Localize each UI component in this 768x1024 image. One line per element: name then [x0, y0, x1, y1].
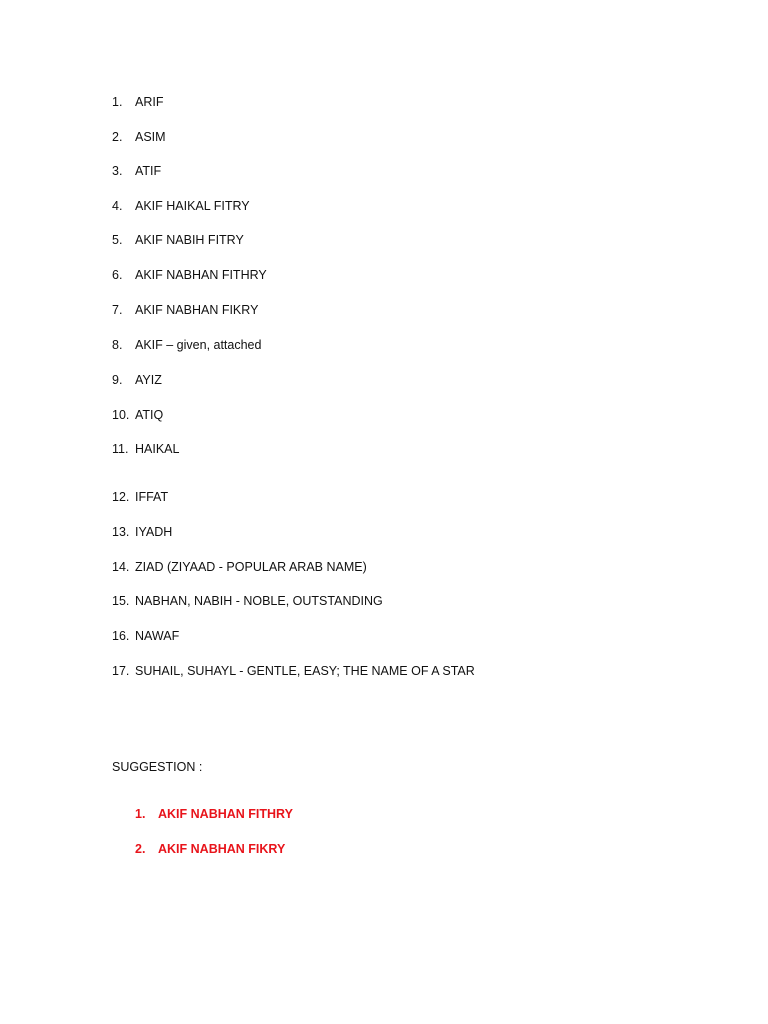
suggestion-item-number: 2.	[135, 842, 146, 856]
list-item	[112, 232, 244, 248]
list-item-number: 16.	[112, 629, 130, 643]
list-item-number: 9.	[112, 373, 123, 387]
list-item	[112, 337, 261, 353]
list-item	[112, 628, 179, 644]
suggestion-item	[135, 806, 293, 822]
suggestion-item	[135, 841, 285, 857]
list-item	[112, 129, 166, 145]
list-item-number: 2.	[112, 130, 123, 144]
list-item-number: 12.	[112, 490, 130, 504]
list-item-text: AKIF NABIH FITRY	[135, 233, 244, 247]
list-item-text: NABHAN, NABIH - NOBLE, OUTSTANDING	[135, 594, 383, 608]
list-item-number: 7.	[112, 303, 123, 317]
list-item-number: 8.	[112, 338, 123, 352]
suggestion-heading: SUGGESTION :	[112, 760, 203, 774]
list-item-text: NAWAF	[135, 629, 180, 643]
list-item-number: 14.	[112, 560, 130, 574]
list-item-text: IFFAT	[135, 490, 169, 504]
list-item-number: 1.	[112, 95, 123, 109]
list-item-number: 11.	[112, 442, 129, 456]
list-item	[112, 559, 367, 575]
list-item-text: SUHAIL, SUHAYL - GENTLE, EASY; THE NAME OF A STAR	[135, 664, 475, 678]
list-item	[112, 302, 258, 318]
list-item-text: AKIF HAIKAL FITRY	[135, 199, 250, 213]
list-item-text: AKIF NABHAN FIKRY	[135, 303, 259, 317]
list-item	[112, 94, 163, 110]
list-item-text: ATIF	[135, 164, 162, 178]
list-item	[112, 663, 475, 679]
list-item-number: 15.	[112, 594, 130, 608]
suggestion-item-text: AKIF NABHAN FIKRY	[158, 842, 286, 856]
list-item-number: 6.	[112, 268, 123, 282]
suggestion-item-number: 1.	[135, 807, 146, 821]
list-item	[112, 198, 250, 214]
list-item-text: ARIF	[135, 95, 164, 109]
list-item	[112, 593, 383, 609]
suggestion-item-text: AKIF NABHAN FITHRY	[158, 807, 293, 821]
list-item-number: 3.	[112, 164, 123, 178]
list-item-number: 13.	[112, 525, 130, 539]
list-item-text: HAIKAL	[135, 442, 180, 456]
list-item	[112, 163, 161, 179]
list-item-text: IYADH	[135, 525, 173, 539]
list-item-number: 17.	[112, 664, 130, 678]
list-item-text: AYIZ	[135, 373, 162, 387]
list-item	[112, 489, 168, 505]
list-item-text: AKIF – given, attached	[135, 338, 262, 352]
list-item-text: AKIF NABHAN FITHRY	[135, 268, 267, 282]
list-item-number: 10.	[112, 408, 130, 422]
list-item	[112, 267, 267, 283]
list-item-text: ASIM	[135, 130, 166, 144]
list-item-number: 5.	[112, 233, 123, 247]
list-item-text: ATIQ	[135, 408, 164, 422]
list-item	[112, 524, 172, 540]
list-item-text: ZIAD (ZIYAAD - POPULAR ARAB NAME)	[135, 560, 367, 574]
list-item	[112, 407, 163, 423]
list-item	[112, 372, 162, 388]
list-item-number: 4.	[112, 199, 123, 213]
list-item	[112, 441, 179, 457]
